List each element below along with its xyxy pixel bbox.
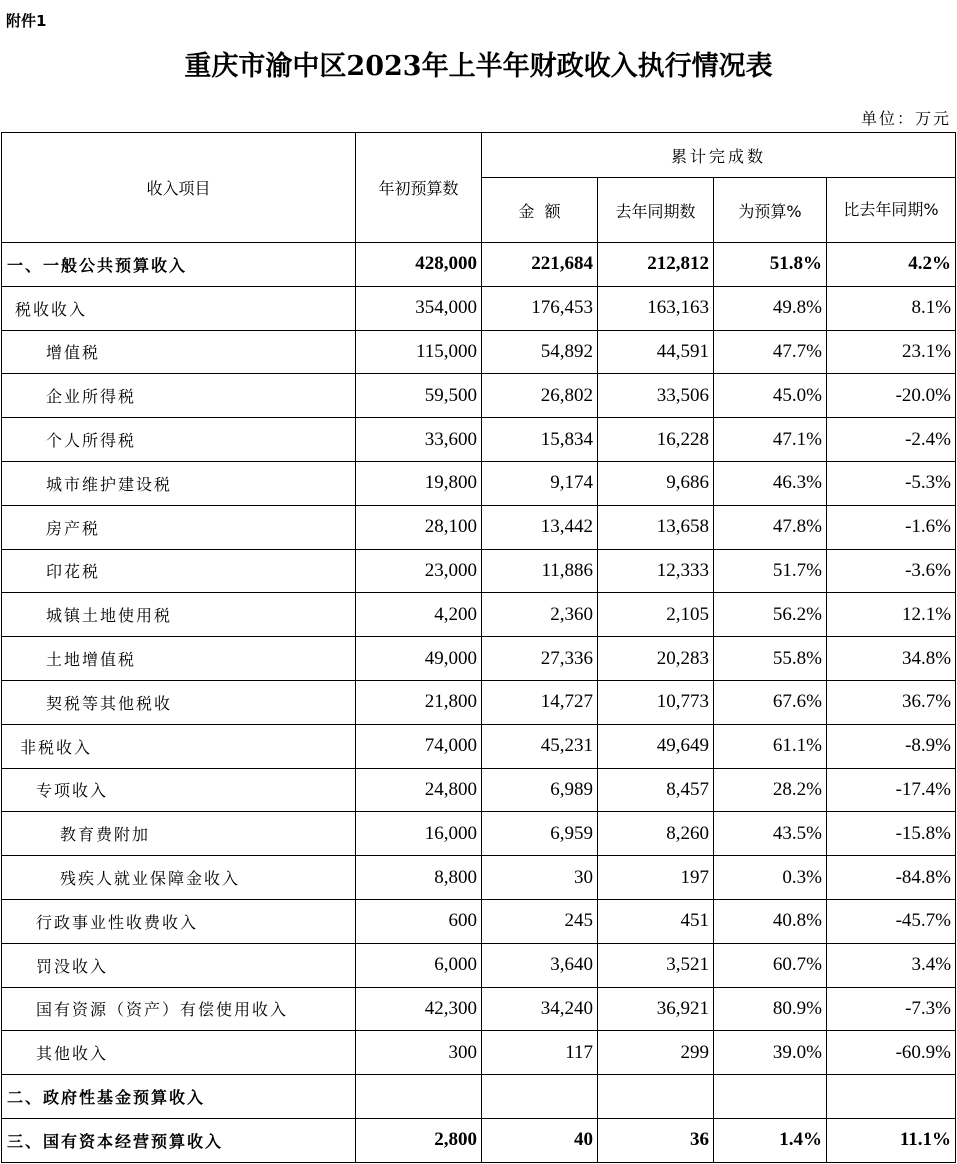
table-row xyxy=(2,637,956,681)
row-pct-budget xyxy=(714,1075,827,1119)
row-last-year: 299 xyxy=(598,1031,714,1075)
table-row xyxy=(2,286,956,330)
row-budget: 115,000 xyxy=(356,330,482,374)
table-row xyxy=(2,899,956,943)
row-name: 教育费附加 xyxy=(2,812,356,856)
row-budget xyxy=(356,1075,482,1119)
row-amount: 3,640 xyxy=(482,943,598,987)
row-pct-yoy: 34.8% xyxy=(827,637,956,681)
row-name: 城镇土地使用税 xyxy=(2,593,356,637)
row-pct-budget: 67.6% xyxy=(714,680,827,724)
row-budget: 23,000 xyxy=(356,549,482,593)
row-pct-yoy: 11.1% xyxy=(827,1118,956,1162)
table-row xyxy=(2,330,956,374)
row-budget: 74,000 xyxy=(356,724,482,768)
row-amount: 13,442 xyxy=(482,505,598,549)
header-pct-budget: 为预算% xyxy=(714,178,827,243)
row-last-year: 2,105 xyxy=(598,593,714,637)
row-pct-yoy: -60.9% xyxy=(827,1031,956,1075)
row-pct-budget: 0.3% xyxy=(714,856,827,900)
row-pct-yoy: 23.1% xyxy=(827,330,956,374)
row-pct-yoy: 12.1% xyxy=(827,593,956,637)
row-amount: 27,336 xyxy=(482,637,598,681)
row-last-year: 3,521 xyxy=(598,943,714,987)
row-name: 罚没收入 xyxy=(2,943,356,987)
table-row xyxy=(2,1118,956,1162)
row-budget: 28,100 xyxy=(356,505,482,549)
row-amount: 26,802 xyxy=(482,374,598,418)
row-last-year: 163,163 xyxy=(598,286,714,330)
row-budget: 2,800 xyxy=(356,1118,482,1162)
table-row xyxy=(2,243,956,287)
row-pct-budget: 40.8% xyxy=(714,899,827,943)
row-amount: 30 xyxy=(482,856,598,900)
row-last-year xyxy=(598,1075,714,1119)
row-pct-budget: 55.8% xyxy=(714,637,827,681)
row-pct-budget: 28.2% xyxy=(714,768,827,812)
row-amount: 54,892 xyxy=(482,330,598,374)
row-name: 印花税 xyxy=(2,549,356,593)
row-last-year: 16,228 xyxy=(598,418,714,462)
row-name: 行政事业性收费收入 xyxy=(2,899,356,943)
row-name: 契税等其他税收 xyxy=(2,680,356,724)
table-row xyxy=(2,680,956,724)
row-amount: 245 xyxy=(482,899,598,943)
row-amount: 15,834 xyxy=(482,418,598,462)
row-pct-budget: 45.0% xyxy=(714,374,827,418)
row-name: 一、一般公共预算收入 xyxy=(2,243,356,287)
row-pct-budget: 56.2% xyxy=(714,593,827,637)
header-budget: 年初预算数 xyxy=(356,133,482,243)
row-last-year: 9,686 xyxy=(598,461,714,505)
table-row xyxy=(2,724,956,768)
row-pct-budget: 47.8% xyxy=(714,505,827,549)
row-pct-budget: 46.3% xyxy=(714,461,827,505)
row-name: 其他收入 xyxy=(2,1031,356,1075)
row-pct-yoy xyxy=(827,1075,956,1119)
table-row xyxy=(2,418,956,462)
row-amount: 6,959 xyxy=(482,812,598,856)
row-amount: 176,453 xyxy=(482,286,598,330)
row-amount: 221,684 xyxy=(482,243,598,287)
row-name: 国有资源（资产）有偿使用收入 xyxy=(2,987,356,1031)
header-cumulative: 累计完成数 xyxy=(482,133,956,178)
row-budget: 19,800 xyxy=(356,461,482,505)
row-amount xyxy=(482,1075,598,1119)
row-pct-budget: 47.7% xyxy=(714,330,827,374)
row-budget: 8,800 xyxy=(356,856,482,900)
row-pct-budget: 60.7% xyxy=(714,943,827,987)
revenue-table xyxy=(1,132,956,1163)
row-last-year: 451 xyxy=(598,899,714,943)
table-row xyxy=(2,505,956,549)
row-last-year: 20,283 xyxy=(598,637,714,681)
row-budget: 300 xyxy=(356,1031,482,1075)
table-row xyxy=(2,549,956,593)
row-last-year: 8,260 xyxy=(598,812,714,856)
row-amount: 9,174 xyxy=(482,461,598,505)
row-pct-yoy: -2.4% xyxy=(827,418,956,462)
row-amount: 11,886 xyxy=(482,549,598,593)
row-last-year: 36,921 xyxy=(598,987,714,1031)
table-row xyxy=(2,987,956,1031)
row-pct-yoy: -5.3% xyxy=(827,461,956,505)
table-row xyxy=(2,812,956,856)
row-pct-yoy: -3.6% xyxy=(827,549,956,593)
row-name: 企业所得税 xyxy=(2,374,356,418)
row-last-year: 212,812 xyxy=(598,243,714,287)
table-row xyxy=(2,374,956,418)
header-amount-text: 金 额 xyxy=(518,201,561,221)
row-name: 房产税 xyxy=(2,505,356,549)
row-last-year: 12,333 xyxy=(598,549,714,593)
header-pct-yoy: 比去年同期% xyxy=(827,178,956,243)
row-budget: 42,300 xyxy=(356,987,482,1031)
row-last-year: 10,773 xyxy=(598,680,714,724)
row-name: 税收收入 xyxy=(2,286,356,330)
row-amount: 117 xyxy=(482,1031,598,1075)
row-pct-yoy: -45.7% xyxy=(827,899,956,943)
header-item: 收入项目 xyxy=(2,133,356,243)
row-name: 非税收入 xyxy=(2,724,356,768)
table-row xyxy=(2,461,956,505)
header-last-year: 去年同期数 xyxy=(598,178,714,243)
row-last-year: 49,649 xyxy=(598,724,714,768)
row-name: 增值税 xyxy=(2,330,356,374)
row-amount: 14,727 xyxy=(482,680,598,724)
row-pct-budget: 1.4% xyxy=(714,1118,827,1162)
row-name: 二、政府性基金预算收入 xyxy=(2,1075,356,1119)
row-pct-yoy: -1.6% xyxy=(827,505,956,549)
table-row xyxy=(2,1075,956,1119)
row-name: 土地增值税 xyxy=(2,637,356,681)
table-row xyxy=(2,768,956,812)
row-pct-budget: 49.8% xyxy=(714,286,827,330)
row-budget: 6,000 xyxy=(356,943,482,987)
attachment-label: 附件1 xyxy=(6,12,47,30)
row-pct-yoy: 8.1% xyxy=(827,286,956,330)
row-budget: 21,800 xyxy=(356,680,482,724)
row-pct-budget: 47.1% xyxy=(714,418,827,462)
page-title: 重庆市渝中区2023年上半年财政收入执行情况表 xyxy=(184,51,773,82)
row-pct-yoy: -20.0% xyxy=(827,374,956,418)
row-pct-yoy: -8.9% xyxy=(827,724,956,768)
row-pct-yoy: -15.8% xyxy=(827,812,956,856)
unit-label: 单位：万元 xyxy=(860,109,951,128)
row-pct-yoy: -17.4% xyxy=(827,768,956,812)
row-budget: 33,600 xyxy=(356,418,482,462)
table-row xyxy=(2,1031,956,1075)
table-row xyxy=(2,943,956,987)
row-amount: 6,989 xyxy=(482,768,598,812)
row-budget: 600 xyxy=(356,899,482,943)
row-name: 个人所得税 xyxy=(2,418,356,462)
header-amount xyxy=(482,178,598,243)
row-last-year: 13,658 xyxy=(598,505,714,549)
row-pct-budget: 43.5% xyxy=(714,812,827,856)
row-pct-yoy: 36.7% xyxy=(827,680,956,724)
row-pct-yoy: -84.8% xyxy=(827,856,956,900)
row-name: 残疾人就业保障金收入 xyxy=(2,856,356,900)
row-pct-budget: 61.1% xyxy=(714,724,827,768)
row-budget: 16,000 xyxy=(356,812,482,856)
row-amount: 34,240 xyxy=(482,987,598,1031)
row-name: 城市维护建设税 xyxy=(2,461,356,505)
row-last-year: 33,506 xyxy=(598,374,714,418)
row-pct-budget: 51.8% xyxy=(714,243,827,287)
row-pct-yoy: 3.4% xyxy=(827,943,956,987)
row-name: 三、国有资本经营预算收入 xyxy=(2,1118,356,1162)
row-budget: 354,000 xyxy=(356,286,482,330)
row-last-year: 36 xyxy=(598,1118,714,1162)
row-budget: 59,500 xyxy=(356,374,482,418)
row-amount: 45,231 xyxy=(482,724,598,768)
row-pct-yoy: -7.3% xyxy=(827,987,956,1031)
table-row xyxy=(2,593,956,637)
row-amount: 40 xyxy=(482,1118,598,1162)
row-budget: 4,200 xyxy=(356,593,482,637)
row-name: 专项收入 xyxy=(2,768,356,812)
row-last-year: 44,591 xyxy=(598,330,714,374)
row-pct-yoy: 4.2% xyxy=(827,243,956,287)
row-pct-budget: 51.7% xyxy=(714,549,827,593)
row-budget: 49,000 xyxy=(356,637,482,681)
row-pct-budget: 80.9% xyxy=(714,987,827,1031)
table-row xyxy=(2,856,956,900)
row-budget: 428,000 xyxy=(356,243,482,287)
row-amount: 2,360 xyxy=(482,593,598,637)
row-last-year: 197 xyxy=(598,856,714,900)
row-last-year: 8,457 xyxy=(598,768,714,812)
row-pct-budget: 39.0% xyxy=(714,1031,827,1075)
row-budget: 24,800 xyxy=(356,768,482,812)
